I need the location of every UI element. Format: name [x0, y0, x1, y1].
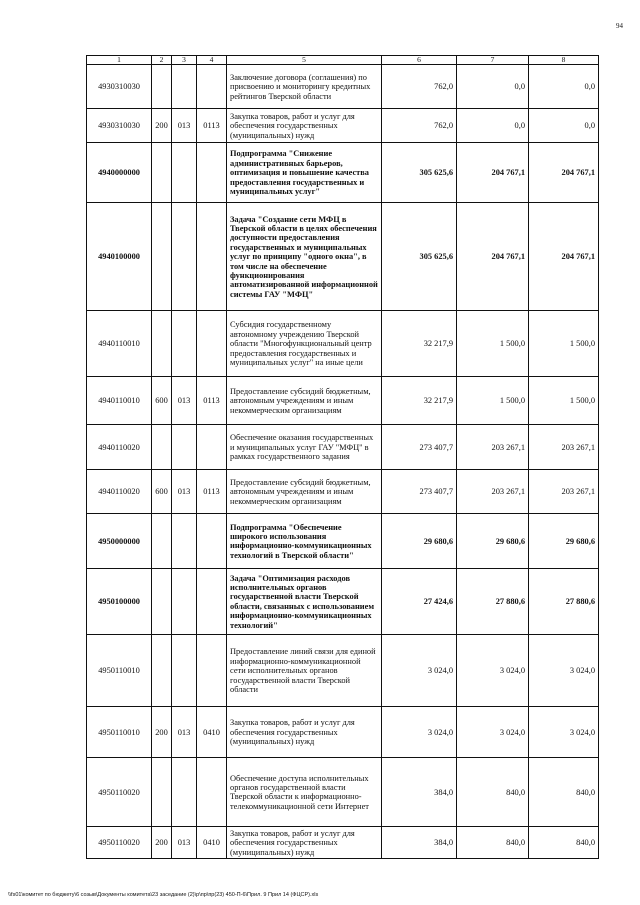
amount-cell: 204 767,1 [529, 143, 599, 203]
department-cell: 013 [172, 377, 197, 425]
amount-cell: 29 680,6 [457, 514, 529, 569]
amount-cell: 1 500,0 [529, 311, 599, 377]
department-cell [172, 758, 197, 827]
header-row [87, 56, 599, 65]
amount-cell: 0,0 [457, 65, 529, 109]
section-cell [197, 569, 227, 635]
section-cell: 0113 [197, 470, 227, 514]
code-cell: 4950110020 [87, 758, 152, 827]
table-row [87, 514, 599, 569]
amount-cell: 273 407,7 [382, 425, 457, 470]
department-cell [172, 143, 197, 203]
section-cell: 0113 [197, 109, 227, 143]
name-cell: Предоставление субсидий бюджетным, автономным учреждениям и иным некоммерческим организациям [227, 470, 382, 514]
department-cell [172, 203, 197, 311]
amount-cell: 3 024,0 [529, 635, 599, 707]
amount-cell: 305 625,6 [382, 143, 457, 203]
department-cell: 013 [172, 109, 197, 143]
amount-cell: 1 500,0 [457, 377, 529, 425]
section-cell [197, 635, 227, 707]
code-cell: 4940000000 [87, 143, 152, 203]
amount-cell: 3 024,0 [457, 707, 529, 758]
code-cell: 4950110010 [87, 707, 152, 758]
department-cell [172, 569, 197, 635]
column-header: 7 [457, 56, 529, 65]
name-cell: Закупка товаров, работ и услуг для обеспечения государственных (муниципальных) нужд [227, 707, 382, 758]
table-row [87, 143, 599, 203]
expense-type-cell [152, 65, 172, 109]
department-cell [172, 65, 197, 109]
amount-cell: 203 267,1 [457, 425, 529, 470]
department-cell [172, 425, 197, 470]
column-header: 5 [227, 56, 382, 65]
department-cell: 013 [172, 470, 197, 514]
amount-cell: 29 680,6 [529, 514, 599, 569]
amount-cell: 840,0 [457, 827, 529, 859]
name-cell: Предоставление линий связи для единой информационно-коммуникационной сети исполнительных органов государственной власти Тверской области [227, 635, 382, 707]
section-cell: 0410 [197, 827, 227, 859]
amount-cell: 0,0 [529, 109, 599, 143]
budget-table [86, 55, 599, 859]
expense-type-cell: 600 [152, 377, 172, 425]
department-cell [172, 635, 197, 707]
code-cell: 4950000000 [87, 514, 152, 569]
expense-type-cell [152, 425, 172, 470]
amount-cell: 305 625,6 [382, 203, 457, 311]
expense-type-cell [152, 569, 172, 635]
amount-cell: 3 024,0 [382, 707, 457, 758]
amount-cell: 273 407,7 [382, 470, 457, 514]
amount-cell: 840,0 [529, 758, 599, 827]
amount-cell: 1 500,0 [529, 377, 599, 425]
code-cell: 4940110010 [87, 377, 152, 425]
department-cell [172, 514, 197, 569]
code-cell: 4950110020 [87, 827, 152, 859]
column-header: 8 [529, 56, 599, 65]
section-cell: 0410 [197, 707, 227, 758]
expense-type-cell [152, 758, 172, 827]
amount-cell: 203 267,1 [529, 425, 599, 470]
name-cell: Задача "Оптимизация расходов исполнительных органов государственной власти Тверской области, связанных с использованием информационно-коммуникационных технологий" [227, 569, 382, 635]
expense-type-cell: 200 [152, 109, 172, 143]
name-cell: Субсидия государственному автономному учреждению Тверской области "Многофункциональный центр предоставления государственных и муниципальных услуг" на иные цели [227, 311, 382, 377]
amount-cell: 27 424,6 [382, 569, 457, 635]
code-cell: 4940100000 [87, 203, 152, 311]
amount-cell: 203 267,1 [457, 470, 529, 514]
expense-type-cell: 200 [152, 827, 172, 859]
column-header: 1 [87, 56, 152, 65]
amount-cell: 0,0 [457, 109, 529, 143]
amount-cell: 384,0 [382, 758, 457, 827]
expense-type-cell: 600 [152, 470, 172, 514]
code-cell: 4940110010 [87, 311, 152, 377]
table-row [87, 65, 599, 109]
table-row [87, 569, 599, 635]
section-cell [197, 65, 227, 109]
file-path-footer: \\fs01\комитет по бюджету\6 созыв\Документы комитета\23 заседание (2)\р\пр\пр(23) 450-П-6\Прил. 9 Прил 14 (ФЦСР).xls [8, 892, 319, 898]
amount-cell: 32 217,9 [382, 377, 457, 425]
column-header: 3 [172, 56, 197, 65]
section-cell [197, 425, 227, 470]
amount-cell: 32 217,9 [382, 311, 457, 377]
amount-cell: 762,0 [382, 109, 457, 143]
name-cell: Обеспечение оказания государственных и муниципальных услуг ГАУ "МФЦ" в рамках государственного задания [227, 425, 382, 470]
table-row [87, 758, 599, 827]
amount-cell: 0,0 [529, 65, 599, 109]
table-row [87, 311, 599, 377]
name-cell: Задача "Создание сети МФЦ в Тверской области в целях обеспечения доступности предоставления государственных и муниципальных услуг по принципу "одного окна", в том числе на обеспечение функционирования автоматизированной информационной системы ГАУ "МФЦ" [227, 203, 382, 311]
code-cell: 4950110010 [87, 635, 152, 707]
amount-cell: 29 680,6 [382, 514, 457, 569]
amount-cell: 204 767,1 [529, 203, 599, 311]
column-header: 6 [382, 56, 457, 65]
table-row [87, 827, 599, 859]
amount-cell: 3 024,0 [382, 635, 457, 707]
name-cell: Обеспечение доступа исполнительных органов государственной власти Тверской области к информационно-телекоммуникационной сети Интернет [227, 758, 382, 827]
amount-cell: 1 500,0 [457, 311, 529, 377]
amount-cell: 762,0 [382, 65, 457, 109]
expense-type-cell [152, 203, 172, 311]
table-row [87, 707, 599, 758]
amount-cell: 384,0 [382, 827, 457, 859]
amount-cell: 204 767,1 [457, 143, 529, 203]
department-cell [172, 311, 197, 377]
amount-cell: 27 880,6 [457, 569, 529, 635]
amount-cell: 204 767,1 [457, 203, 529, 311]
name-cell: Закупка товаров, работ и услуг для обеспечения государственных (муниципальных) нужд [227, 109, 382, 143]
table-row [87, 109, 599, 143]
amount-cell: 840,0 [457, 758, 529, 827]
table-row [87, 203, 599, 311]
code-cell: 4930310030 [87, 109, 152, 143]
name-cell: Закупка товаров, работ и услуг для обеспечения государственных (муниципальных) нужд [227, 827, 382, 859]
amount-cell: 3 024,0 [457, 635, 529, 707]
department-cell: 013 [172, 707, 197, 758]
section-cell [197, 203, 227, 311]
table-row [87, 425, 599, 470]
page-number: 94 [616, 22, 623, 30]
amount-cell: 840,0 [529, 827, 599, 859]
amount-cell: 27 880,6 [529, 569, 599, 635]
table-row [87, 635, 599, 707]
amount-cell: 203 267,1 [529, 470, 599, 514]
name-cell: Заключение договора (соглашения) по присвоению и мониторингу кредитных рейтингов Тверской области [227, 65, 382, 109]
column-header: 4 [197, 56, 227, 65]
section-cell [197, 514, 227, 569]
department-cell: 013 [172, 827, 197, 859]
table-row [87, 470, 599, 514]
code-cell: 4950100000 [87, 569, 152, 635]
expense-type-cell [152, 143, 172, 203]
section-cell [197, 758, 227, 827]
code-cell: 4940110020 [87, 425, 152, 470]
expense-type-cell [152, 635, 172, 707]
column-header: 2 [152, 56, 172, 65]
code-cell: 4940110020 [87, 470, 152, 514]
amount-cell: 3 024,0 [529, 707, 599, 758]
expense-type-cell [152, 311, 172, 377]
table-row [87, 377, 599, 425]
expense-type-cell [152, 514, 172, 569]
section-cell [197, 311, 227, 377]
name-cell: Подпрограмма "Снижение административных барьеров, оптимизация и повышение качества предоставления государственных и муниципальных услуг" [227, 143, 382, 203]
name-cell: Предоставление субсидий бюджетным, автономным учреждениям и иным некоммерческим организациям [227, 377, 382, 425]
section-cell [197, 143, 227, 203]
expense-type-cell: 200 [152, 707, 172, 758]
section-cell: 0113 [197, 377, 227, 425]
code-cell: 4930310030 [87, 65, 152, 109]
name-cell: Подпрограмма "Обеспечение широкого использования информационно-коммуникационных технологий в Тверской области" [227, 514, 382, 569]
